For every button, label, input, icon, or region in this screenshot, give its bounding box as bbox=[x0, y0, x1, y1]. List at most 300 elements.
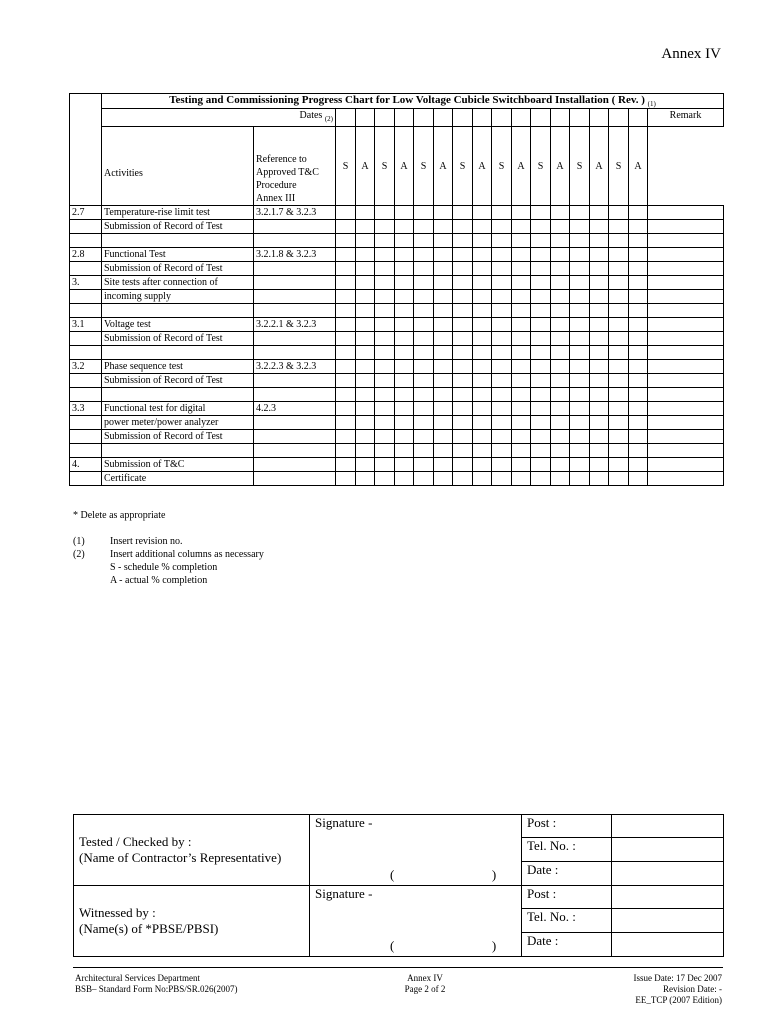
progress-cell[interactable] bbox=[356, 472, 375, 486]
progress-cell[interactable] bbox=[473, 220, 492, 234]
progress-cell[interactable] bbox=[629, 444, 648, 458]
progress-cell[interactable] bbox=[356, 458, 375, 472]
progress-cell[interactable] bbox=[375, 360, 395, 374]
progress-cell[interactable] bbox=[551, 234, 570, 248]
progress-cell[interactable] bbox=[590, 234, 609, 248]
remark-cell[interactable] bbox=[648, 388, 724, 402]
progress-cell[interactable] bbox=[570, 318, 590, 332]
date-cell[interactable] bbox=[395, 109, 414, 127]
progress-cell[interactable] bbox=[492, 374, 512, 388]
progress-cell[interactable] bbox=[356, 360, 375, 374]
witnessed-post-field[interactable] bbox=[612, 886, 724, 909]
witnessed-tel-field[interactable] bbox=[612, 908, 724, 932]
progress-cell[interactable] bbox=[395, 416, 414, 430]
progress-cell[interactable] bbox=[434, 220, 453, 234]
progress-cell[interactable] bbox=[570, 402, 590, 416]
progress-cell[interactable] bbox=[356, 234, 375, 248]
progress-cell[interactable] bbox=[609, 304, 629, 318]
progress-cell[interactable] bbox=[473, 262, 492, 276]
progress-cell[interactable] bbox=[629, 346, 648, 360]
progress-cell[interactable] bbox=[551, 276, 570, 290]
progress-cell[interactable] bbox=[609, 262, 629, 276]
progress-cell[interactable] bbox=[414, 276, 434, 290]
progress-cell[interactable] bbox=[629, 220, 648, 234]
progress-cell[interactable] bbox=[512, 248, 531, 262]
progress-cell[interactable] bbox=[492, 290, 512, 304]
tested-date-field[interactable] bbox=[612, 861, 724, 885]
progress-cell[interactable] bbox=[512, 234, 531, 248]
progress-cell[interactable] bbox=[336, 472, 356, 486]
progress-cell[interactable] bbox=[629, 248, 648, 262]
progress-cell[interactable] bbox=[609, 346, 629, 360]
progress-cell[interactable] bbox=[414, 262, 434, 276]
progress-cell[interactable] bbox=[375, 290, 395, 304]
date-cell[interactable] bbox=[629, 109, 648, 127]
progress-cell[interactable] bbox=[492, 388, 512, 402]
progress-cell[interactable] bbox=[453, 402, 473, 416]
progress-cell[interactable] bbox=[551, 472, 570, 486]
progress-cell[interactable] bbox=[414, 374, 434, 388]
progress-cell[interactable] bbox=[492, 402, 512, 416]
progress-cell[interactable] bbox=[434, 472, 453, 486]
progress-cell[interactable] bbox=[336, 388, 356, 402]
date-cell[interactable] bbox=[590, 109, 609, 127]
progress-cell[interactable] bbox=[414, 332, 434, 346]
progress-cell[interactable] bbox=[434, 458, 453, 472]
progress-cell[interactable] bbox=[375, 416, 395, 430]
progress-cell[interactable] bbox=[570, 374, 590, 388]
progress-cell[interactable] bbox=[512, 220, 531, 234]
progress-cell[interactable] bbox=[531, 360, 551, 374]
progress-cell[interactable] bbox=[609, 206, 629, 220]
progress-cell[interactable] bbox=[590, 262, 609, 276]
progress-cell[interactable] bbox=[453, 318, 473, 332]
progress-cell[interactable] bbox=[453, 416, 473, 430]
progress-cell[interactable] bbox=[512, 304, 531, 318]
progress-cell[interactable] bbox=[434, 416, 453, 430]
progress-cell[interactable] bbox=[512, 416, 531, 430]
progress-cell[interactable] bbox=[590, 276, 609, 290]
date-cell[interactable] bbox=[375, 109, 395, 127]
progress-cell[interactable] bbox=[336, 290, 356, 304]
progress-cell[interactable] bbox=[551, 248, 570, 262]
progress-cell[interactable] bbox=[375, 444, 395, 458]
progress-cell[interactable] bbox=[609, 444, 629, 458]
progress-cell[interactable] bbox=[492, 458, 512, 472]
progress-cell[interactable] bbox=[629, 388, 648, 402]
progress-cell[interactable] bbox=[473, 458, 492, 472]
progress-cell[interactable] bbox=[531, 416, 551, 430]
progress-cell[interactable] bbox=[434, 430, 453, 444]
progress-cell[interactable] bbox=[609, 416, 629, 430]
progress-cell[interactable] bbox=[570, 472, 590, 486]
progress-cell[interactable] bbox=[531, 206, 551, 220]
progress-cell[interactable] bbox=[590, 318, 609, 332]
progress-cell[interactable] bbox=[336, 402, 356, 416]
progress-cell[interactable] bbox=[375, 206, 395, 220]
progress-cell[interactable] bbox=[590, 248, 609, 262]
progress-cell[interactable] bbox=[453, 472, 473, 486]
progress-cell[interactable] bbox=[629, 374, 648, 388]
progress-cell[interactable] bbox=[336, 444, 356, 458]
progress-cell[interactable] bbox=[356, 220, 375, 234]
progress-cell[interactable] bbox=[414, 360, 434, 374]
progress-cell[interactable] bbox=[570, 276, 590, 290]
remark-cell[interactable] bbox=[648, 346, 724, 360]
progress-cell[interactable] bbox=[453, 304, 473, 318]
date-cell[interactable] bbox=[512, 109, 531, 127]
progress-cell[interactable] bbox=[336, 458, 356, 472]
progress-cell[interactable] bbox=[570, 458, 590, 472]
progress-cell[interactable] bbox=[375, 304, 395, 318]
progress-cell[interactable] bbox=[590, 388, 609, 402]
progress-cell[interactable] bbox=[473, 360, 492, 374]
date-cell[interactable] bbox=[531, 109, 551, 127]
progress-cell[interactable] bbox=[473, 430, 492, 444]
progress-cell[interactable] bbox=[473, 472, 492, 486]
progress-cell[interactable] bbox=[590, 374, 609, 388]
progress-cell[interactable] bbox=[570, 444, 590, 458]
remark-cell[interactable] bbox=[648, 234, 724, 248]
date-cell[interactable] bbox=[434, 109, 453, 127]
progress-cell[interactable] bbox=[609, 234, 629, 248]
progress-cell[interactable] bbox=[492, 444, 512, 458]
progress-cell[interactable] bbox=[492, 262, 512, 276]
progress-cell[interactable] bbox=[434, 360, 453, 374]
progress-cell[interactable] bbox=[512, 444, 531, 458]
progress-cell[interactable] bbox=[551, 458, 570, 472]
date-cell[interactable] bbox=[414, 109, 434, 127]
progress-cell[interactable] bbox=[375, 234, 395, 248]
date-cell[interactable] bbox=[551, 109, 570, 127]
remark-cell[interactable] bbox=[648, 304, 724, 318]
progress-cell[interactable] bbox=[434, 332, 453, 346]
progress-cell[interactable] bbox=[395, 332, 414, 346]
date-cell[interactable] bbox=[492, 109, 512, 127]
progress-cell[interactable] bbox=[570, 262, 590, 276]
progress-cell[interactable] bbox=[414, 458, 434, 472]
progress-cell[interactable] bbox=[531, 248, 551, 262]
progress-cell[interactable] bbox=[570, 206, 590, 220]
progress-cell[interactable] bbox=[473, 444, 492, 458]
progress-cell[interactable] bbox=[453, 346, 473, 360]
progress-cell[interactable] bbox=[453, 388, 473, 402]
progress-cell[interactable] bbox=[473, 276, 492, 290]
remark-cell[interactable] bbox=[648, 402, 724, 416]
progress-cell[interactable] bbox=[629, 416, 648, 430]
progress-cell[interactable] bbox=[473, 416, 492, 430]
progress-cell[interactable] bbox=[551, 220, 570, 234]
progress-cell[interactable] bbox=[453, 332, 473, 346]
progress-cell[interactable] bbox=[629, 458, 648, 472]
progress-cell[interactable] bbox=[356, 416, 375, 430]
progress-cell[interactable] bbox=[414, 416, 434, 430]
remark-cell[interactable] bbox=[648, 206, 724, 220]
progress-cell[interactable] bbox=[453, 234, 473, 248]
progress-cell[interactable] bbox=[395, 346, 414, 360]
progress-cell[interactable] bbox=[551, 262, 570, 276]
progress-cell[interactable] bbox=[356, 346, 375, 360]
progress-cell[interactable] bbox=[395, 402, 414, 416]
progress-cell[interactable] bbox=[590, 206, 609, 220]
progress-cell[interactable] bbox=[531, 332, 551, 346]
progress-cell[interactable] bbox=[551, 416, 570, 430]
progress-cell[interactable] bbox=[473, 304, 492, 318]
progress-cell[interactable] bbox=[414, 248, 434, 262]
progress-cell[interactable] bbox=[609, 430, 629, 444]
progress-cell[interactable] bbox=[453, 430, 473, 444]
progress-cell[interactable] bbox=[395, 472, 414, 486]
progress-cell[interactable] bbox=[492, 430, 512, 444]
progress-cell[interactable] bbox=[590, 458, 609, 472]
progress-cell[interactable] bbox=[336, 248, 356, 262]
progress-cell[interactable] bbox=[336, 360, 356, 374]
progress-cell[interactable] bbox=[375, 374, 395, 388]
progress-cell[interactable] bbox=[531, 458, 551, 472]
progress-cell[interactable] bbox=[609, 220, 629, 234]
date-cell[interactable] bbox=[453, 109, 473, 127]
progress-cell[interactable] bbox=[590, 304, 609, 318]
progress-cell[interactable] bbox=[414, 234, 434, 248]
progress-cell[interactable] bbox=[609, 458, 629, 472]
progress-cell[interactable] bbox=[590, 220, 609, 234]
progress-cell[interactable] bbox=[356, 248, 375, 262]
progress-cell[interactable] bbox=[414, 388, 434, 402]
progress-cell[interactable] bbox=[531, 262, 551, 276]
progress-cell[interactable] bbox=[629, 332, 648, 346]
progress-cell[interactable] bbox=[570, 234, 590, 248]
progress-cell[interactable] bbox=[356, 206, 375, 220]
progress-cell[interactable] bbox=[434, 304, 453, 318]
progress-cell[interactable] bbox=[356, 318, 375, 332]
progress-cell[interactable] bbox=[395, 318, 414, 332]
progress-cell[interactable] bbox=[590, 472, 609, 486]
progress-cell[interactable] bbox=[629, 234, 648, 248]
progress-cell[interactable] bbox=[609, 276, 629, 290]
progress-cell[interactable] bbox=[531, 472, 551, 486]
progress-cell[interactable] bbox=[395, 234, 414, 248]
progress-cell[interactable] bbox=[375, 262, 395, 276]
progress-cell[interactable] bbox=[629, 206, 648, 220]
tested-tel-field[interactable] bbox=[612, 837, 724, 861]
progress-cell[interactable] bbox=[629, 290, 648, 304]
progress-cell[interactable] bbox=[434, 290, 453, 304]
progress-cell[interactable] bbox=[512, 430, 531, 444]
progress-cell[interactable] bbox=[531, 388, 551, 402]
progress-cell[interactable] bbox=[492, 346, 512, 360]
progress-cell[interactable] bbox=[551, 402, 570, 416]
progress-cell[interactable] bbox=[629, 276, 648, 290]
date-cell[interactable] bbox=[609, 109, 629, 127]
progress-cell[interactable] bbox=[570, 248, 590, 262]
progress-cell[interactable] bbox=[336, 262, 356, 276]
progress-cell[interactable] bbox=[453, 248, 473, 262]
progress-cell[interactable] bbox=[434, 262, 453, 276]
remark-cell[interactable] bbox=[648, 220, 724, 234]
progress-cell[interactable] bbox=[414, 346, 434, 360]
progress-cell[interactable] bbox=[551, 206, 570, 220]
progress-cell[interactable] bbox=[336, 346, 356, 360]
progress-cell[interactable] bbox=[414, 220, 434, 234]
progress-cell[interactable] bbox=[512, 318, 531, 332]
remark-cell[interactable] bbox=[648, 472, 724, 486]
progress-cell[interactable] bbox=[375, 472, 395, 486]
progress-cell[interactable] bbox=[531, 402, 551, 416]
progress-cell[interactable] bbox=[512, 332, 531, 346]
progress-cell[interactable] bbox=[531, 430, 551, 444]
progress-cell[interactable] bbox=[375, 248, 395, 262]
progress-cell[interactable] bbox=[473, 332, 492, 346]
progress-cell[interactable] bbox=[570, 290, 590, 304]
progress-cell[interactable] bbox=[453, 290, 473, 304]
remark-cell[interactable] bbox=[648, 248, 724, 262]
progress-cell[interactable] bbox=[395, 444, 414, 458]
progress-cell[interactable] bbox=[531, 318, 551, 332]
progress-cell[interactable] bbox=[590, 402, 609, 416]
progress-cell[interactable] bbox=[414, 430, 434, 444]
progress-cell[interactable] bbox=[395, 290, 414, 304]
progress-cell[interactable] bbox=[414, 304, 434, 318]
date-cell[interactable] bbox=[570, 109, 590, 127]
remark-cell[interactable] bbox=[648, 332, 724, 346]
progress-cell[interactable] bbox=[453, 276, 473, 290]
progress-cell[interactable] bbox=[512, 374, 531, 388]
progress-cell[interactable] bbox=[414, 290, 434, 304]
progress-cell[interactable] bbox=[375, 430, 395, 444]
progress-cell[interactable] bbox=[492, 276, 512, 290]
progress-cell[interactable] bbox=[492, 472, 512, 486]
progress-cell[interactable] bbox=[590, 430, 609, 444]
progress-cell[interactable] bbox=[336, 206, 356, 220]
progress-cell[interactable] bbox=[609, 374, 629, 388]
tested-signature-cell[interactable]: Signature - ( ) bbox=[310, 815, 522, 886]
remark-cell[interactable] bbox=[648, 374, 724, 388]
progress-cell[interactable] bbox=[512, 402, 531, 416]
progress-cell[interactable] bbox=[356, 402, 375, 416]
progress-cell[interactable] bbox=[492, 206, 512, 220]
progress-cell[interactable] bbox=[531, 234, 551, 248]
progress-cell[interactable] bbox=[356, 430, 375, 444]
progress-cell[interactable] bbox=[512, 262, 531, 276]
progress-cell[interactable] bbox=[551, 290, 570, 304]
progress-cell[interactable] bbox=[336, 276, 356, 290]
progress-cell[interactable] bbox=[590, 332, 609, 346]
progress-cell[interactable] bbox=[395, 430, 414, 444]
progress-cell[interactable] bbox=[531, 290, 551, 304]
progress-cell[interactable] bbox=[395, 388, 414, 402]
progress-cell[interactable] bbox=[375, 388, 395, 402]
progress-cell[interactable] bbox=[336, 430, 356, 444]
progress-cell[interactable] bbox=[609, 318, 629, 332]
progress-cell[interactable] bbox=[551, 430, 570, 444]
progress-cell[interactable] bbox=[434, 318, 453, 332]
progress-cell[interactable] bbox=[434, 402, 453, 416]
progress-cell[interactable] bbox=[356, 262, 375, 276]
progress-cell[interactable] bbox=[512, 458, 531, 472]
tested-post-field[interactable] bbox=[612, 815, 724, 838]
progress-cell[interactable] bbox=[336, 416, 356, 430]
progress-cell[interactable] bbox=[473, 318, 492, 332]
progress-cell[interactable] bbox=[609, 360, 629, 374]
progress-cell[interactable] bbox=[356, 332, 375, 346]
progress-cell[interactable] bbox=[434, 234, 453, 248]
progress-cell[interactable] bbox=[473, 290, 492, 304]
progress-cell[interactable] bbox=[434, 206, 453, 220]
progress-cell[interactable] bbox=[453, 220, 473, 234]
progress-cell[interactable] bbox=[453, 458, 473, 472]
remark-cell[interactable] bbox=[648, 360, 724, 374]
progress-cell[interactable] bbox=[375, 220, 395, 234]
progress-cell[interactable] bbox=[356, 388, 375, 402]
progress-cell[interactable] bbox=[473, 234, 492, 248]
progress-cell[interactable] bbox=[492, 220, 512, 234]
progress-cell[interactable] bbox=[336, 220, 356, 234]
progress-cell[interactable] bbox=[492, 318, 512, 332]
progress-cell[interactable] bbox=[551, 346, 570, 360]
progress-cell[interactable] bbox=[414, 402, 434, 416]
progress-cell[interactable] bbox=[609, 248, 629, 262]
progress-cell[interactable] bbox=[570, 416, 590, 430]
progress-cell[interactable] bbox=[492, 416, 512, 430]
progress-cell[interactable] bbox=[551, 360, 570, 374]
progress-cell[interactable] bbox=[336, 332, 356, 346]
progress-cell[interactable] bbox=[395, 304, 414, 318]
progress-cell[interactable] bbox=[629, 262, 648, 276]
progress-cell[interactable] bbox=[375, 276, 395, 290]
progress-cell[interactable] bbox=[336, 304, 356, 318]
remark-cell[interactable] bbox=[648, 262, 724, 276]
progress-cell[interactable] bbox=[512, 276, 531, 290]
progress-cell[interactable] bbox=[551, 444, 570, 458]
date-cell[interactable] bbox=[336, 109, 356, 127]
date-cell[interactable] bbox=[356, 109, 375, 127]
remark-cell[interactable] bbox=[648, 318, 724, 332]
date-cell[interactable] bbox=[473, 109, 492, 127]
progress-cell[interactable] bbox=[512, 360, 531, 374]
progress-cell[interactable] bbox=[414, 444, 434, 458]
progress-cell[interactable] bbox=[414, 318, 434, 332]
progress-cell[interactable] bbox=[336, 234, 356, 248]
progress-cell[interactable] bbox=[356, 290, 375, 304]
progress-cell[interactable] bbox=[609, 290, 629, 304]
progress-cell[interactable] bbox=[473, 248, 492, 262]
progress-cell[interactable] bbox=[629, 360, 648, 374]
progress-cell[interactable] bbox=[570, 220, 590, 234]
progress-cell[interactable] bbox=[629, 430, 648, 444]
progress-cell[interactable] bbox=[473, 388, 492, 402]
progress-cell[interactable] bbox=[395, 360, 414, 374]
progress-cell[interactable] bbox=[570, 346, 590, 360]
progress-cell[interactable] bbox=[531, 444, 551, 458]
progress-cell[interactable] bbox=[609, 472, 629, 486]
progress-cell[interactable] bbox=[356, 276, 375, 290]
progress-cell[interactable] bbox=[356, 444, 375, 458]
progress-cell[interactable] bbox=[434, 248, 453, 262]
progress-cell[interactable] bbox=[375, 346, 395, 360]
progress-cell[interactable] bbox=[551, 388, 570, 402]
progress-cell[interactable] bbox=[395, 374, 414, 388]
progress-cell[interactable] bbox=[375, 332, 395, 346]
progress-cell[interactable] bbox=[570, 388, 590, 402]
remark-cell[interactable] bbox=[648, 416, 724, 430]
witnessed-signature-cell[interactable]: Signature - ( ) bbox=[310, 886, 522, 957]
progress-cell[interactable] bbox=[629, 402, 648, 416]
progress-cell[interactable] bbox=[512, 346, 531, 360]
progress-cell[interactable] bbox=[395, 458, 414, 472]
progress-cell[interactable] bbox=[453, 444, 473, 458]
progress-cell[interactable] bbox=[512, 290, 531, 304]
progress-cell[interactable] bbox=[336, 318, 356, 332]
